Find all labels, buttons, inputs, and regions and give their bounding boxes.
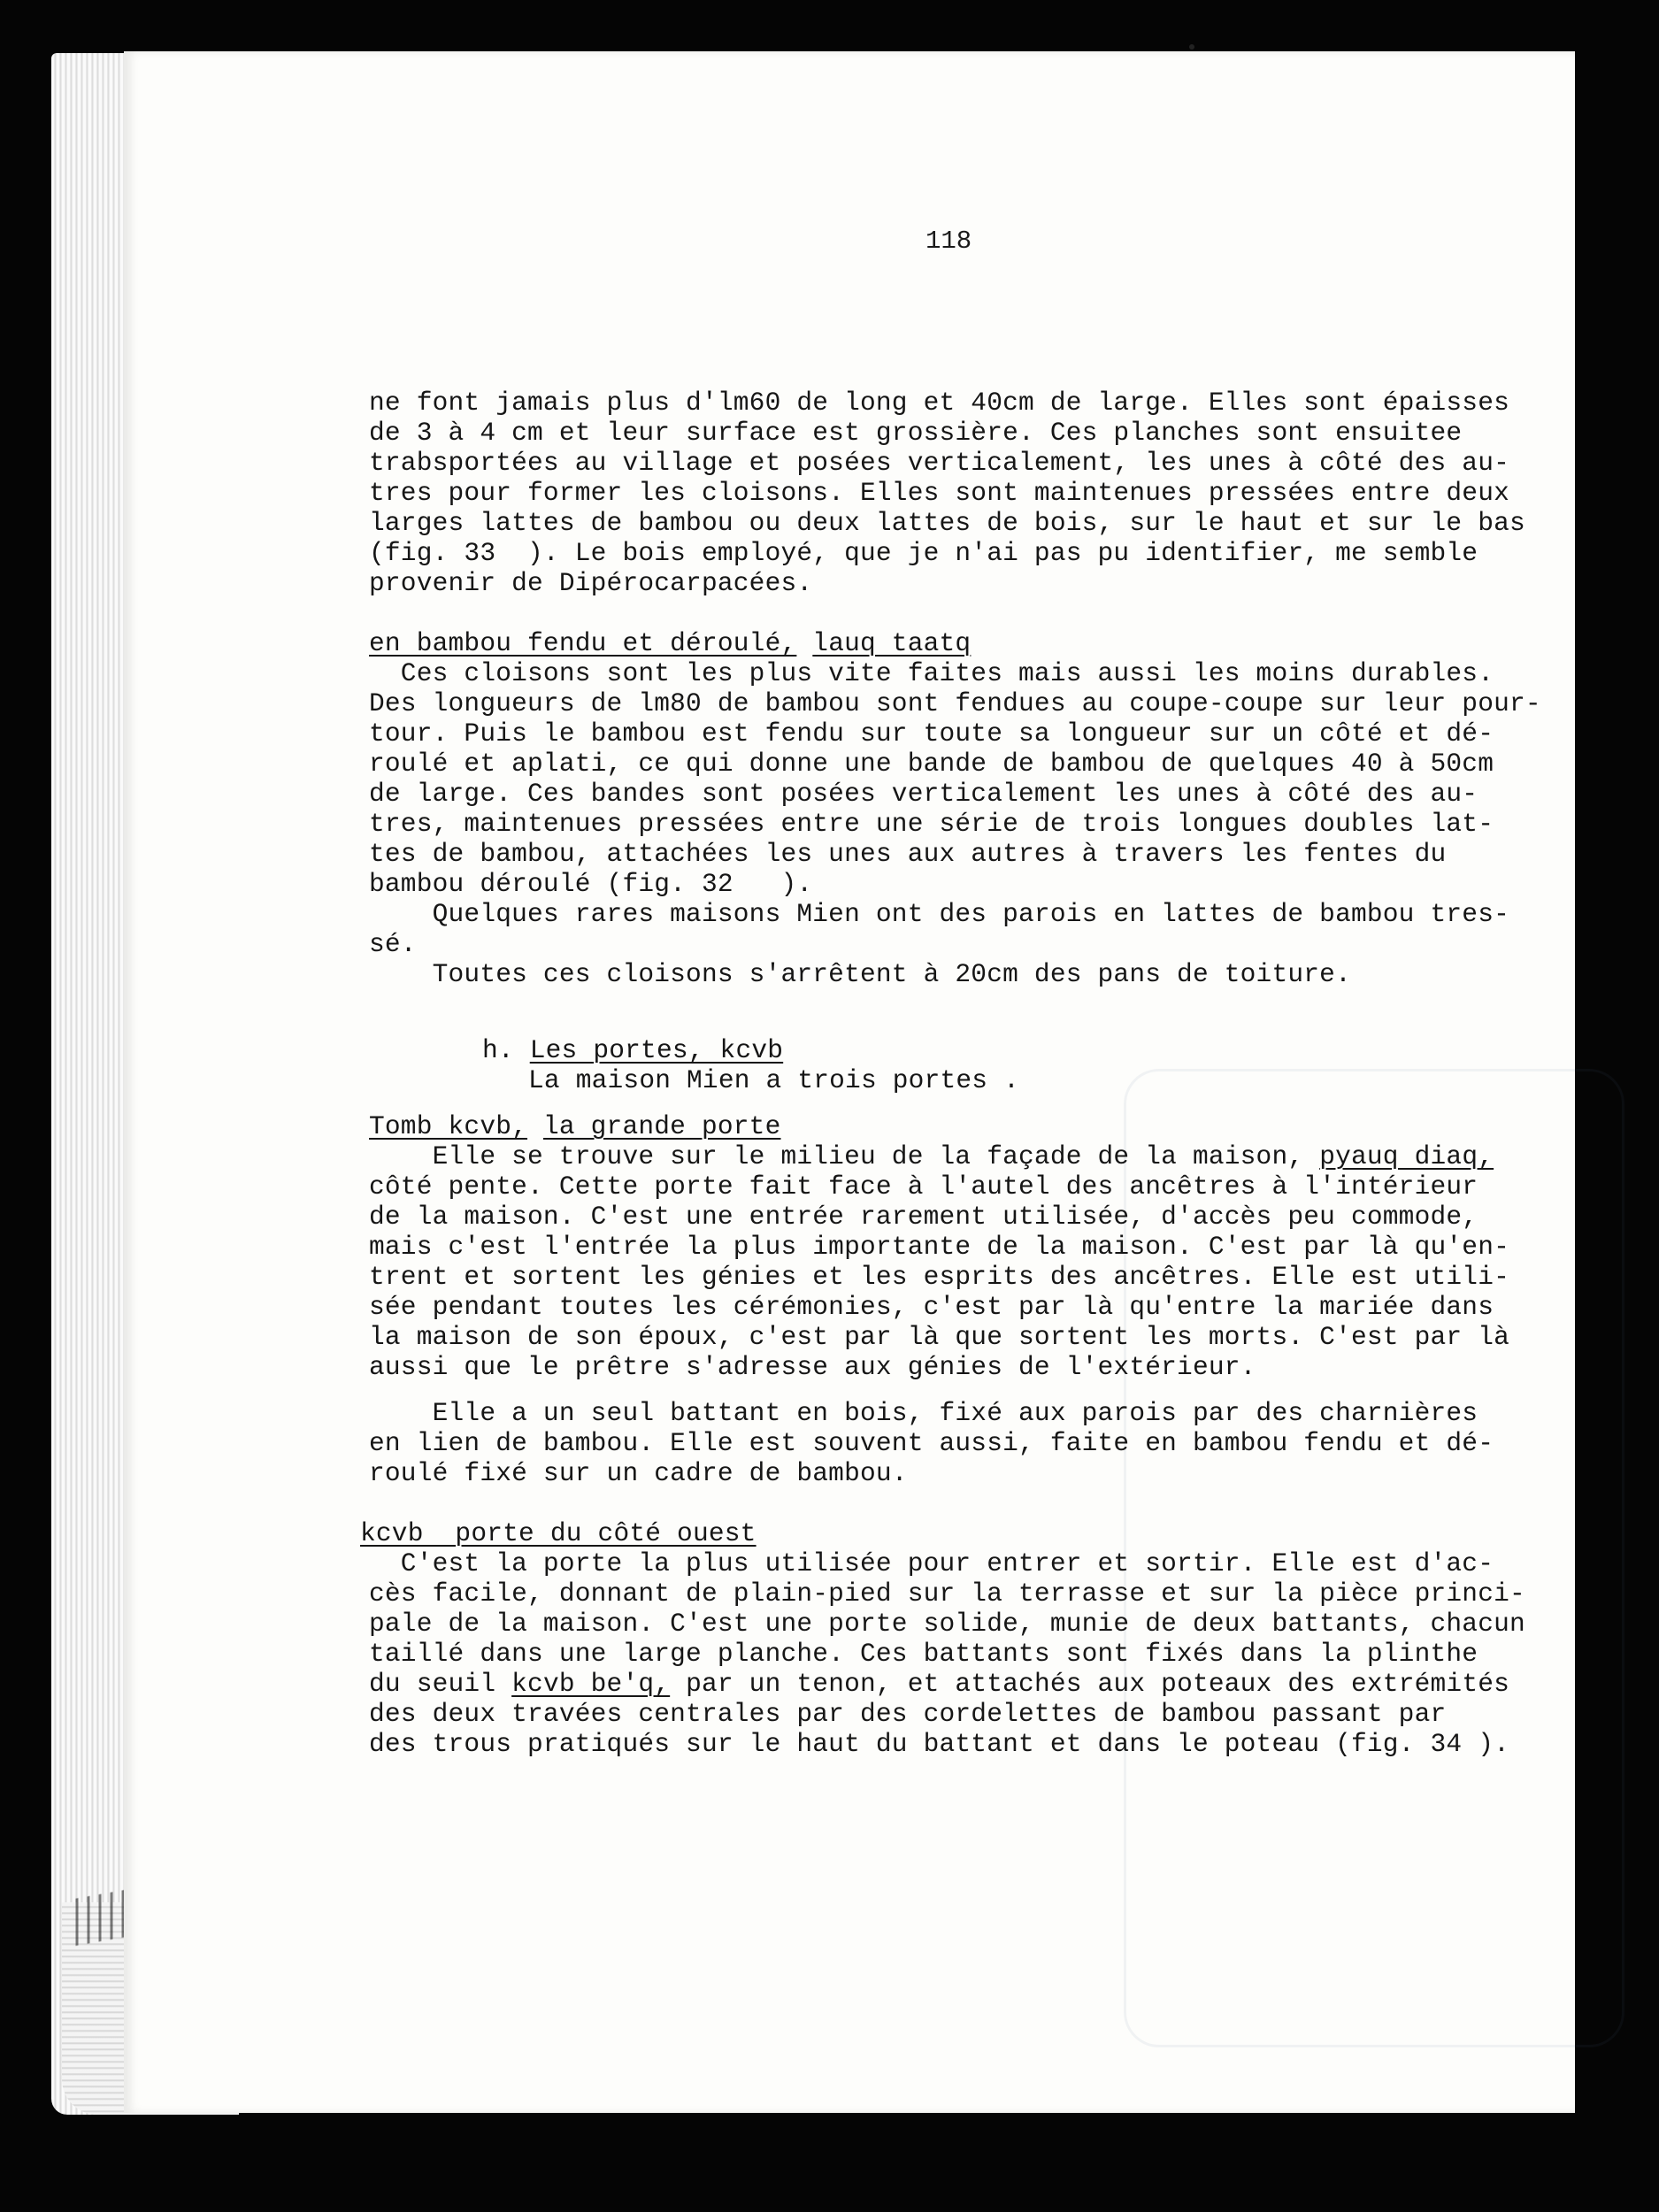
- subheading-bamboo-a: en bambou fendu et déroulé,: [369, 628, 797, 658]
- page-number: 118: [926, 227, 972, 256]
- section-heading-doors: [482, 1035, 783, 1065]
- section-subtitle: La maison Mien a trois portes .: [528, 1065, 1019, 1095]
- text-run: du seuil: [369, 1669, 512, 1699]
- text-line: côté pente. Cette porte fait face à l'autel des ancêtres à l'intérieur: [369, 1171, 1479, 1202]
- text-line: [369, 1141, 1494, 1171]
- subheading-west-door-a: kcvb porte du côté ouest: [360, 1518, 757, 1548]
- text-line: trabsportées au village et posées verticalement, les unes à côté des au-: [369, 448, 1510, 478]
- subheading-bamboo: [369, 628, 971, 658]
- section-letter: h.: [482, 1035, 514, 1065]
- text-run: par un tenon, et attachés aux poteaux des extrémités: [670, 1669, 1510, 1699]
- text-line: (fig. 33 ). Le bois employé, que je n'ai pas pu identifier, me semble: [369, 538, 1479, 568]
- text-line: de la maison. C'est une entrée rarement utilisée, d'accès peu commode,: [369, 1202, 1479, 1232]
- text-line: larges lattes de bambou ou deux lattes de bois, sur le haut et sur le bas: [369, 508, 1525, 538]
- text-line: en lien de bambou. Elle est souvent aussi, faite en bambou fendu et dé-: [369, 1428, 1494, 1458]
- text-line: aussi que le prêtre s'adresse aux génies de l'extérieur.: [369, 1352, 1256, 1382]
- text-line: Toutes ces cloisons s'arrêtent à 20cm des pans de toiture.: [369, 959, 1351, 989]
- text-line: Ces cloisons sont les plus vite faites mais aussi les moins durables.: [369, 658, 1494, 688]
- term-kcvb-beq: kcvb be'q,: [511, 1669, 671, 1699]
- text-line: Des longueurs de lm80 de bambou sont fendues au coupe-coupe sur leur pour-: [369, 688, 1541, 718]
- text-line: tour. Puis le bambou est fendu sur toute sa longueur sur un côté et dé-: [369, 718, 1494, 749]
- subheading-west-door: [360, 1518, 757, 1548]
- text-line: de 3 à 4 cm et leur surface est grossière. Ces planches sont ensuitee: [369, 418, 1463, 448]
- section-title: Les portes, kcvb: [529, 1035, 784, 1065]
- text-line: bambou déroulé (fig. 32 ).: [369, 869, 813, 899]
- text-line: roulé fixé sur un cadre de bambou.: [369, 1458, 908, 1488]
- text-line: la maison de son époux, c'est par là que sortent les morts. C'est par là: [369, 1322, 1510, 1352]
- text-line: sée pendant toutes les cérémonies, c'est par là qu'entre la mariée dans: [369, 1292, 1494, 1322]
- text-line: pale de la maison. C'est une porte solide, munie de deux battants, chacun: [369, 1609, 1525, 1639]
- subheading-main-door-a: Tomb kcvb,: [369, 1111, 528, 1141]
- text-line: provenir de Dipérocarpacées.: [369, 568, 813, 598]
- text-line: Quelques rares maisons Mien ont des parois en lattes de bambou tres-: [369, 899, 1510, 929]
- text-line: C'est la porte la plus utilisée pour entrer et sortir. Elle est d'ac-: [369, 1548, 1494, 1578]
- term-pyauq-diaq: pyauq diaq,: [1319, 1141, 1494, 1171]
- text-line: tres pour former les cloisons. Elles sont maintenues pressées entre deux: [369, 478, 1510, 508]
- subheading-main-door-b: la grande porte: [542, 1111, 781, 1141]
- text-line: Elle a un seul battant en bois, fixé aux parois par des charnières: [369, 1398, 1479, 1428]
- text-line: des trous pratiqués sur le haut du battant et dans le poteau (fig. 34 ).: [369, 1729, 1510, 1759]
- text-line: mais c'est l'entrée la plus importante de la maison. C'est par là qu'en-: [369, 1232, 1510, 1262]
- text-line: roulé et aplati, ce qui donne une bande de bambou de quelques 40 à 50cm: [369, 749, 1494, 779]
- text-line: de large. Ces bandes sont posées verticalement les unes à côté des au-: [369, 779, 1479, 809]
- scan-dust-mark: [1189, 44, 1194, 50]
- text-line: tres, maintenues pressées entre une série de trois longues doubles lat-: [369, 809, 1494, 839]
- text-line: sé.: [369, 929, 417, 959]
- text-line: tes de bambou, attachées les unes aux autres à travers les fentes du: [369, 839, 1447, 869]
- text-line: trent et sortent les génies et les esprits des ancêtres. Elle est utili-: [369, 1262, 1510, 1292]
- subheading-main-door: [369, 1111, 780, 1141]
- text-line: [369, 1669, 1509, 1699]
- text-line: des deux travées centrales par des cordelettes de bambou passant par: [369, 1699, 1447, 1729]
- text-line: cès facile, donnant de plain-pied sur la terrasse et sur la pièce princi-: [369, 1578, 1525, 1609]
- text-line: ne font jamais plus d'lm60 de long et 40cm de large. Elles sont épaisses: [369, 388, 1510, 418]
- subheading-bamboo-b: lauq taatq: [812, 628, 972, 658]
- text-run: Elle se trouve sur le milieu de la façade de la maison,: [369, 1141, 1320, 1171]
- text-line: taillé dans une large planche. Ces battants sont fixés dans la plinthe: [369, 1639, 1479, 1669]
